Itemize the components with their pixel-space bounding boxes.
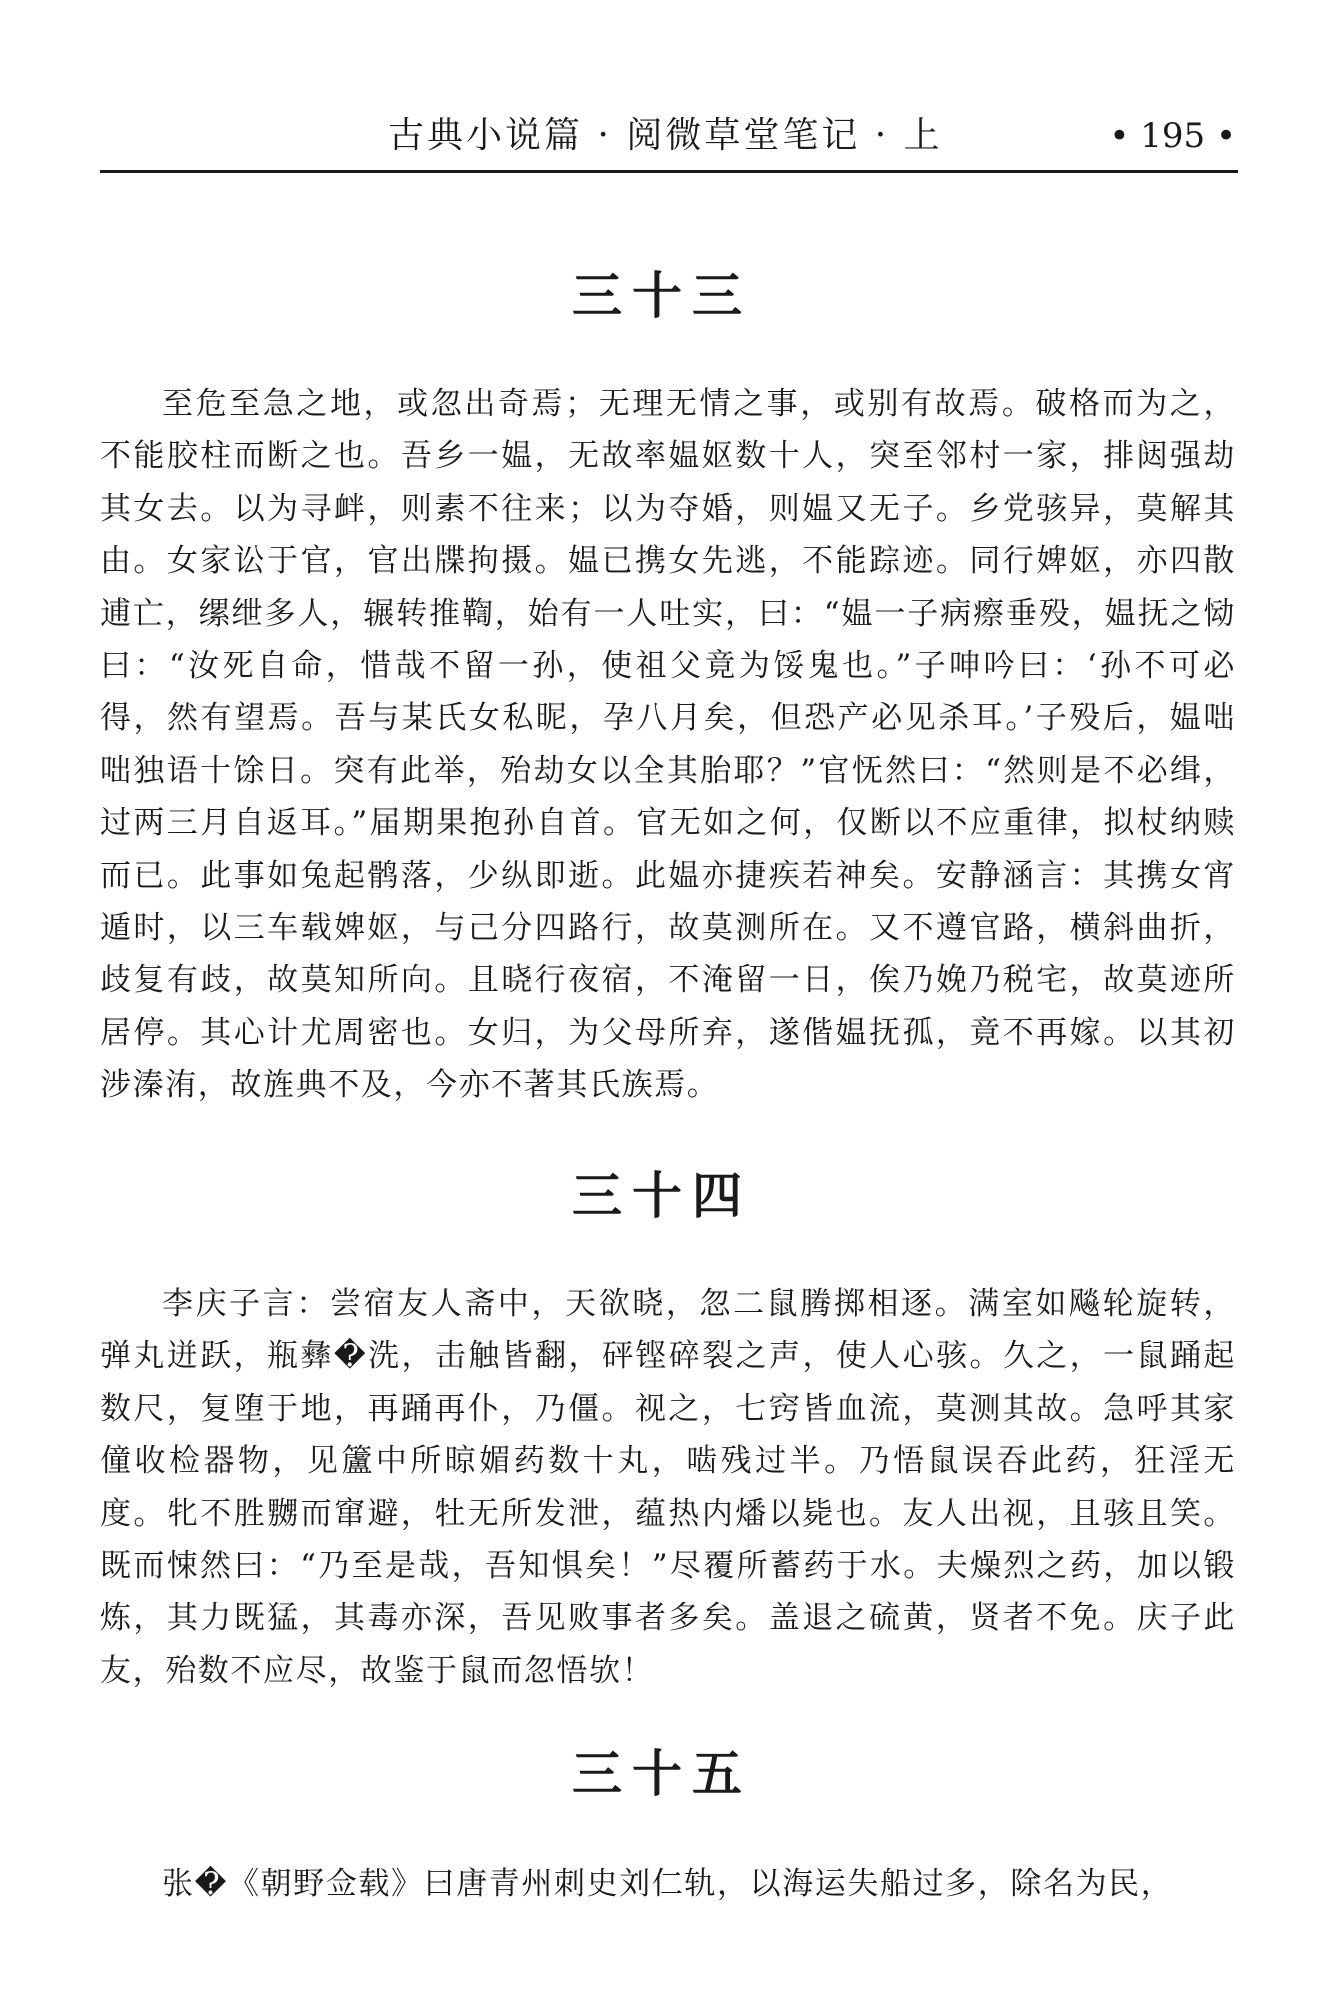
section-35-paragraph: 张�《朝野佥载》曰唐青州刺史刘仁轨，以海运失船过多，除名为民， [162,1866,1174,1902]
section-34-paragraph: 李庆子言：尝宿友人斋中，天欲晓，忽二鼠腾掷相逐。满室如飚轮旋转，弹丸迸跃，瓶彝�洗，击触皆翻，砰铿碎裂之声，使人心骇。久之，一鼠踊起数尺，复堕于地，再踊再仆，乃僵。视之，七窍皆血流，莫测其故。急呼其家僮收检器物，见籚中所晾媚药数十丸，啮残过半。乃悟鼠误吞此药，狂淫无度。牝不胜嬲而窜避，牡无所发泄，蕴热内燔以毙也。友人出视，且骇且笑。既而悚然曰：“乃至是哉，吾知惧矣！”尽覆所蓄药于水。夫燥烈之药，加以锻炼，其力既猛，其毒亦深，吾见败事者多矣。盖退之硫黄，贤者不免。庆子此友，殆数不应尽，故鉴于鼠而忽悟欤！ [100,1286,1236,1689]
section-33-paragraph: 至危至急之地，或忽出奇焉；无理无情之事，或别有故焉。破格而为之，不能胶柱而断之也。吾乡一媪，无故率媪妪数十人，突至邻村一家，排闼强劫其女去。以为寻衅，则素不往来；以为夺婚，则媪又无子。乡党骇异，莫解其由。女家讼于官，官出牒拘摄。媪已携女先逃，不能踪迹。同行婢妪，亦四散逋亡，缧绁多人，辗转推鞫，始有一人吐实，曰：“媪一子病瘵垂殁，媪抚之恸曰：“汝死自命，惜哉不留一孙，使祖父竟为馁鬼也。”子呻吟曰：‘孙不可必得，然有望焉。吾与某氏女私昵，孕八月矣，但恐产必见杀耳。’子殁后，媪咄咄独语十馀日。突有此举，殆劫女以全其胎耶？”官怃然曰：“然则是不必缉，过两三月自返耳。”届期果抱孙自首。官无如之何，仅断以不应重律，拟杖纳赎而已。此事如兔起鹘落，少纵即逝。此媪亦捷疾若神矣。安静涵言：其携女宵遁时，以三车载婢妪，与己分四路行，故莫测所在。又不遵官路，横斜曲折，歧复有歧，故莫知所向。且晓行夜宿，不淹留一日，俟乃娩乃税宅，故莫迹所居停。其心计尤周密也。女归，为父母所弃，遂偕媪抚孤，竟不再嫁。以其初涉溱洧，故旌典不及，今亦不著其氏族焉。 [100,386,1236,1104]
section-heading-35: 三十五 [572,1744,752,1803]
section-heading-34: 三十四 [572,1166,752,1225]
section-heading-33: 三十三 [572,266,752,325]
header-rule [100,170,1238,173]
running-header [100,108,1238,164]
page-number: • 195 • [1109,116,1236,156]
header-title: 古典小说篇 · 阅微草堂笔记 · 上 [388,115,943,156]
